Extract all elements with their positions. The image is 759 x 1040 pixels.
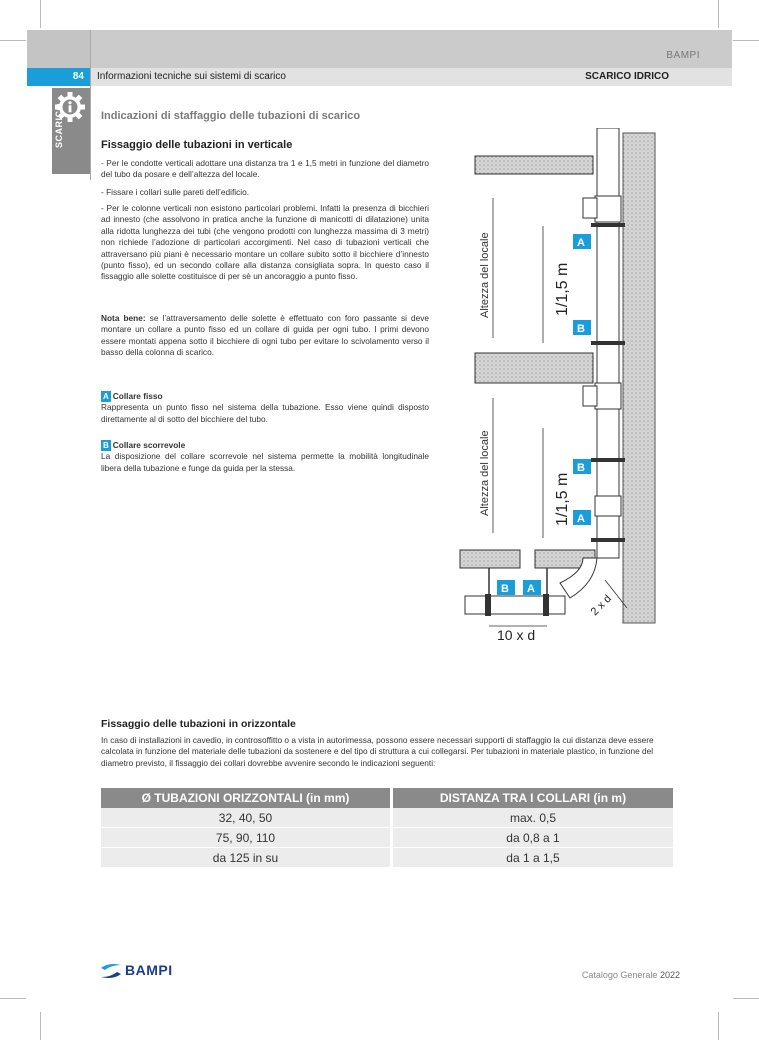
height-label-upper: Altezza del locale: [479, 232, 491, 318]
crop-mark: [40, 1012, 41, 1040]
collar-b-text: La disposizione del collare scorrevole nel sistema permette la mobilità longitudinale libera della tubazione e funge da guida per la stessa.: [101, 451, 429, 473]
height-label-lower: Altezza del locale: [479, 430, 491, 516]
svg-text:B: B: [577, 323, 585, 335]
distance-label-lower: 1/1,5 m: [554, 472, 571, 526]
tag-b-1: [573, 320, 591, 335]
pipe-fixing-diagram: [455, 128, 660, 648]
collar-b-tag: B: [103, 441, 109, 450]
section-title: Indicazioni di staffaggio delle tubazioni di scarico: [101, 110, 361, 122]
tag-b-2: [573, 459, 591, 474]
logo-word: BAMPI: [125, 962, 173, 978]
svg-text:A: A: [577, 237, 585, 249]
side-tab-label: SCARICO: [54, 102, 64, 148]
table-header-distance: DISTANZA TRA I COLLARI (in m): [392, 788, 674, 808]
table-cell-distance: da 0,8 a 1: [392, 828, 674, 848]
slab-middle: [475, 353, 593, 383]
table-cell-diameter: 32, 40, 50: [101, 808, 392, 828]
svg-text:B: B: [577, 462, 585, 474]
note-text: se l’attraversamento delle solette è effettuato con foro passante si deve montare un collare a punto fisso ed un collare di guida per ogni tubo. I primi devono essere montati appena sotto il bicchiere di ogni tubo per evitare lo scivolamento verso il basso della colonna di scarico.: [101, 313, 429, 358]
collar-a-tag: A: [103, 392, 109, 401]
bend-label: 2 x d: [588, 592, 614, 619]
horizontal-distance-label: 10 x d: [497, 627, 536, 643]
table-header-diameter: Ø TUBAZIONI ORIZZONTALI (in mm): [101, 788, 392, 808]
collar-a-title: Collare fisso: [112, 391, 163, 401]
tag-a-2: [573, 510, 591, 525]
category-title: SCARICO IDRICO: [585, 71, 669, 82]
vertical-note: [101, 313, 429, 359]
vertical-p2: - Fissare i collari sulle pareti dell’edificio.: [101, 187, 250, 197]
svg-text:A: A: [527, 583, 535, 595]
table-row: [101, 828, 673, 848]
slab-lower-left: [460, 550, 520, 568]
collar-a-block: [101, 391, 429, 425]
tee-upper: [583, 198, 597, 218]
header-band: [27, 30, 732, 68]
collar-a-text: Rappresenta un punto fisso nel sistema della tubazione. Esso viene quindi disposto direttamente al di sotto del bicchiere del tubo.: [101, 402, 429, 424]
slab-upper: [475, 156, 593, 174]
horizontal-pipe: [465, 596, 565, 614]
divider: [90, 30, 91, 180]
footer-catalog: [582, 970, 680, 980]
table-cell-diameter: 75, 90, 110: [101, 828, 392, 848]
crop-mark: [0, 998, 26, 999]
horizontal-text: In caso di installazioni in cavedio, in controsoffitto o a vista in autorimessa, possono essere necessari supporti di staffaggio la cui distanza deve essere calcolata in funzione del materiale delle tubazioni da sostenere e del tipo di struttura a cui collegarsi. Per tubazioni in materiale plastico, in funzione del diametro previsto, il fissaggio dei collari dovrebbe avvenire secondo le indicazioni seguenti:: [101, 735, 654, 768]
bampi-logo: [99, 962, 173, 980]
crop-mark: [718, 1012, 719, 1040]
tag-a-1: [573, 234, 591, 249]
tag-b-3: [497, 580, 515, 595]
note-label: Nota bene:: [101, 313, 146, 323]
crop-mark: [733, 40, 759, 41]
crop-mark: [0, 40, 26, 41]
vertical-p3: - Per le colonne verticali non esistono particolari problemi. Infatti la presenza di bicchieri ad innesto (che assolvono in pratica anche la funzione di manicotti di dilatazione) unita alla ridotta lunghezza dei tubi (che vengono prodotti con lunghezza massima di 3 metri) non richiede l’adozione di particolari accorgimenti. Nel caso di tubazioni verticali che attraversano più piani è necessario montare un collare subito sotto il bicchiere d’innesto (punto fisso), ed un secondo collare alla distanza consigliata sopra. In questo caso il fissaggio alle solette costituisce di per sè un ancoraggio a punto fisso.: [101, 203, 429, 282]
header-brand: BAMPI: [666, 50, 700, 61]
tag-a-3: [523, 580, 541, 595]
bar-title: Informazioni tecniche sui sistemi di scarico: [97, 71, 286, 82]
vertical-title: Fissaggio delle tubazioni in verticale: [101, 139, 293, 151]
table-cell-distance: da 1 a 1,5: [392, 848, 674, 868]
svg-text:A: A: [577, 513, 585, 525]
tee-lower: [583, 386, 597, 406]
table-row: [101, 808, 673, 828]
side-tab: [52, 88, 90, 174]
vertical-p1: - Per le condotte verticali adottare una distanza tra 1 e 1,5 metri in funzione del diametro del tubo da posare e dell’altezza del locale.: [101, 158, 429, 180]
crop-mark: [733, 998, 759, 999]
catalog-label: Catalogo Generale: [581, 970, 658, 980]
horizontal-title: Fissaggio delle tubazioni in orizzontale: [101, 718, 296, 730]
table-row: [101, 848, 673, 868]
catalog-year: 2022: [659, 970, 680, 980]
collar-spacing-table: [101, 788, 673, 868]
page-number: 84: [27, 68, 90, 86]
table-cell-diameter: da 125 in su: [101, 848, 392, 868]
distance-label-upper: 1/1,5 m: [554, 262, 571, 316]
bampi-logo-icon: [99, 962, 123, 980]
collar-b-block: [101, 440, 429, 474]
crop-mark: [40, 0, 41, 28]
svg-text:B: B: [501, 583, 509, 595]
collar-b-title: Collare scorrevole: [112, 440, 186, 450]
wall: [623, 133, 655, 623]
crop-mark: [718, 0, 719, 28]
table-cell-distance: max. 0,5: [392, 808, 674, 828]
